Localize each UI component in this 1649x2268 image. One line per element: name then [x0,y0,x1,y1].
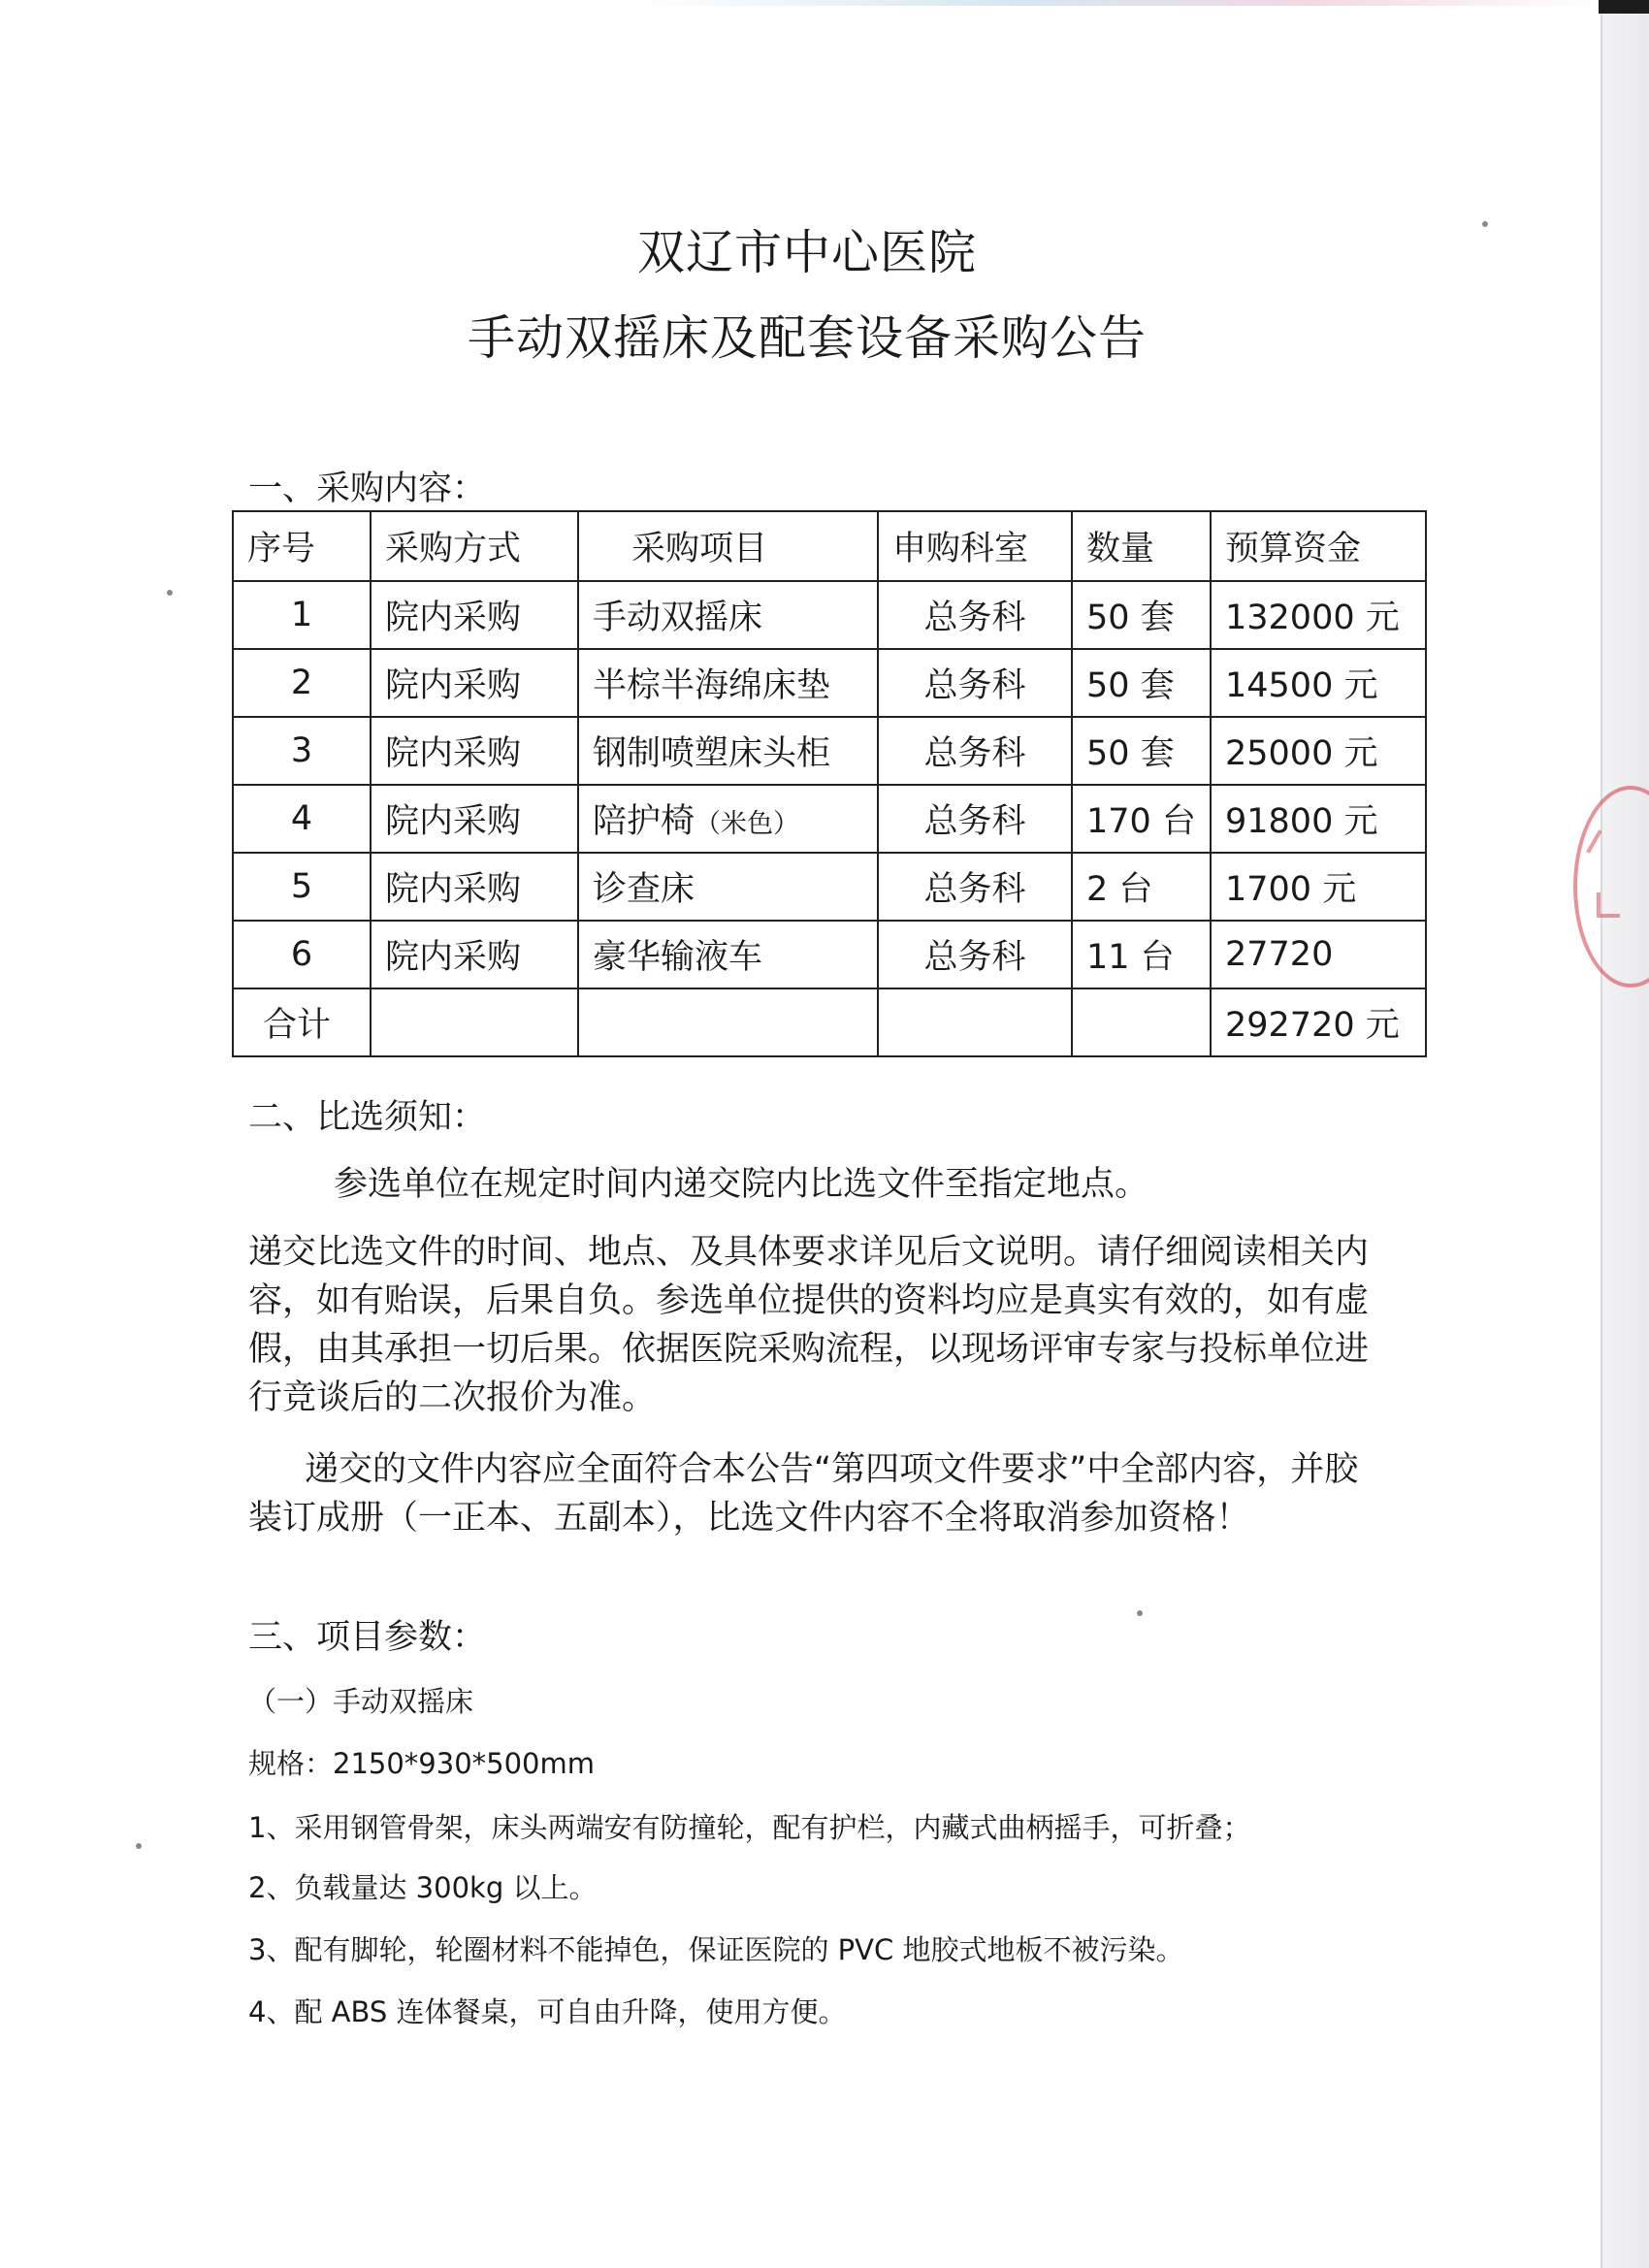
quantity: 2 台 [1072,853,1211,921]
department: 总务科 [878,853,1072,921]
quantity: 50 套 [1072,649,1211,717]
quantity: 50 套 [1072,717,1211,785]
document-subtitle: 手动双摇床及配套设备采购公告 [467,310,1147,366]
procurement-method: 院内采购 [371,785,578,853]
notice-paragraph-1: 参选单位在规定时间内递交院内比选文件至指定地点。 [334,1165,1149,1204]
department: 总务科 [878,581,1072,649]
row-number: 3 [233,717,371,785]
row-number: 6 [233,921,371,988]
spec-size: 规格：2150*930*500mm [248,1747,596,1780]
scan-speck [1137,1610,1143,1616]
column-header: 预算资金 [1211,511,1426,581]
row-number: 4 [233,785,371,853]
red-seal-stamp [1573,786,1649,988]
total-label: 合计 [233,988,371,1056]
column-header: 采购方式 [371,511,578,581]
budget: 14500 元 [1211,649,1426,717]
procurement-method: 院内采购 [371,921,578,988]
procurement-item: 手动双摇床 [578,581,878,649]
row-number: 5 [233,853,371,921]
notice-paragraph-3: 递交的文件内容应全面符合本公告“第四项文件要求”中全部内容，并胶装订成册（一正本、五副本），比选文件内容不全将取消参加资格！ [248,1450,1359,1538]
empty-cell [371,988,578,1056]
budget: 132000 元 [1211,581,1426,649]
section-heading-parameters: 三、项目参数： [248,1618,487,1657]
procurement-item: 豪华输液车 [578,921,878,988]
row-number: 1 [233,581,371,649]
department: 总务科 [878,649,1072,717]
spec-item: 2、负载量达 300kg 以上。 [248,1871,598,1904]
scan-speck [136,1843,142,1849]
procurement-method: 院内采购 [371,649,578,717]
column-header: 数量 [1072,511,1211,581]
budget: 1700 元 [1211,853,1426,921]
table-row [233,853,1426,921]
table-row [233,921,1426,988]
subsection-heading: （一）手动双摇床 [248,1685,474,1718]
column-header: 申购科室 [878,511,1072,581]
spec-item: 4、配 ABS 连体餐桌，可自由升降，使用方便。 [248,1995,847,2028]
empty-cell [1072,988,1211,1056]
scan-artifact-top [630,0,1600,6]
quantity: 50 套 [1072,581,1211,649]
section-heading-procurement: 一、采购内容： [248,470,487,508]
empty-cell [578,988,878,1056]
scan-artifact-corner [1599,0,1649,14]
column-header: 序号 [233,511,371,581]
section-heading-notice: 二、比选须知： [248,1098,487,1137]
table-row [233,581,1426,649]
document-title: 双辽市中心医院 [636,225,977,280]
procurement-table [232,510,1427,1057]
total-value: 292720 元 [1211,988,1426,1056]
spec-item: 1、采用钢管骨架，床头两端安有防撞轮，配有护栏，内藏式曲柄摇手，可折叠； [248,1811,1251,1844]
procurement-item: 半棕半海绵床垫 [578,649,878,717]
budget: 27720 [1211,921,1426,988]
quantity: 170 台 [1072,785,1211,853]
item-color-note: （米色） [695,809,800,839]
row-number: 2 [233,649,371,717]
table-row [233,785,1426,853]
procurement-item: 诊查床 [578,853,878,921]
procurement-method: 院内采购 [371,853,578,921]
quantity: 11 台 [1072,921,1211,988]
table-row [233,717,1426,785]
item-name: 陪护椅 [593,802,695,841]
procurement-item: 钢制喷塑床头柜 [578,717,878,785]
budget: 25000 元 [1211,717,1426,785]
spec-item: 3、配有脚轮，轮圈材料不能掉色，保证医院的 PVC 地胶式地板不被污染。 [248,1933,1184,1966]
red-seal-stroke [1597,892,1620,918]
table-total-row [233,988,1426,1056]
scan-speck [167,590,173,596]
notice-paragraph-2: 递交比选文件的时间、地点、及具体要求详见后文说明。请仔细阅读相关内容，如有贻误，后果自负。参选单位提供的资料均应是真实有效的，如有虚假，由其承担一切后果。依据医院采购流程，以现场评审专家与投标单位进行竞谈后的二次报价为准。 [248,1233,1370,1417]
department: 总务科 [878,921,1072,988]
budget: 91800 元 [1211,785,1426,853]
table-row [233,649,1426,717]
table-header-row [233,511,1426,581]
department: 总务科 [878,717,1072,785]
column-header: 采购项目 [578,511,878,581]
procurement-item [578,785,878,853]
procurement-method: 院内采购 [371,581,578,649]
procurement-method: 院内采购 [371,717,578,785]
empty-cell [878,988,1072,1056]
department: 总务科 [878,785,1072,853]
